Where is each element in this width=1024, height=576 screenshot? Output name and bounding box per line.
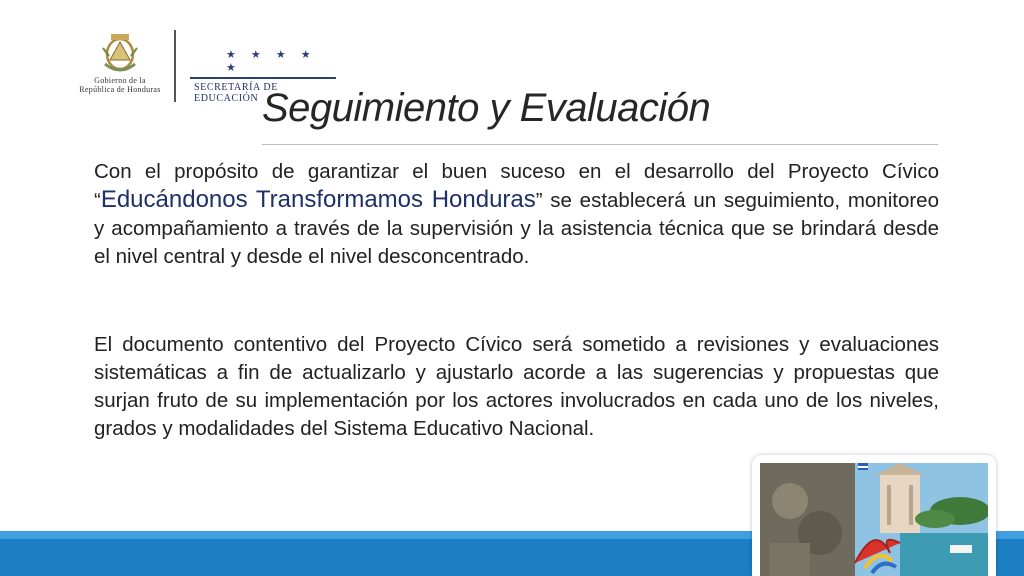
paragraph-1-after: ” se establecerá un seguimiento, monitoreo y acompañamiento a través de la supervisión y la asistencia técnica que se brindará desde el nivel central y desde el nivel desconcentrado. (94, 189, 939, 268)
secretaria-bar (190, 77, 336, 79)
secretaria-text: SECRETARÍA DE EDUCACIÓN (194, 82, 278, 104)
government-logo (78, 28, 162, 102)
project-name-highlight: Educándonos Transformamos Honduras (100, 186, 536, 213)
slide-title: Seguimiento y Evaluación (262, 86, 711, 130)
collage-image (760, 463, 988, 576)
logo-divider (174, 30, 176, 102)
stars-icon: ★ ★ ★ ★ ★ (226, 49, 317, 74)
paragraph-1-before: Con el propósito de garantizar el buen suceso en el desarrollo del Proyecto Cívico “ (94, 160, 939, 212)
government-line-2: República de Honduras (79, 85, 161, 94)
paragraph-1 (94, 158, 939, 271)
paragraph-2: El documento contentivo del Proyecto Cívico será sometido a revisiones y evaluaciones sistemáticas a fin de actualizarlo y ajustarlo acorde a las sugerencias y propuestas que surjan fruto de su implementación por los actores involucrados en cada uno de los niveles, grados y modalidades del Sistema Educativo Nacional. (94, 333, 939, 440)
title-underline (262, 144, 938, 145)
honduras-coat-of-arms-icon (99, 28, 141, 76)
honduras-photo-collage (752, 455, 996, 576)
government-line-1: Gobierno de la (94, 76, 146, 85)
